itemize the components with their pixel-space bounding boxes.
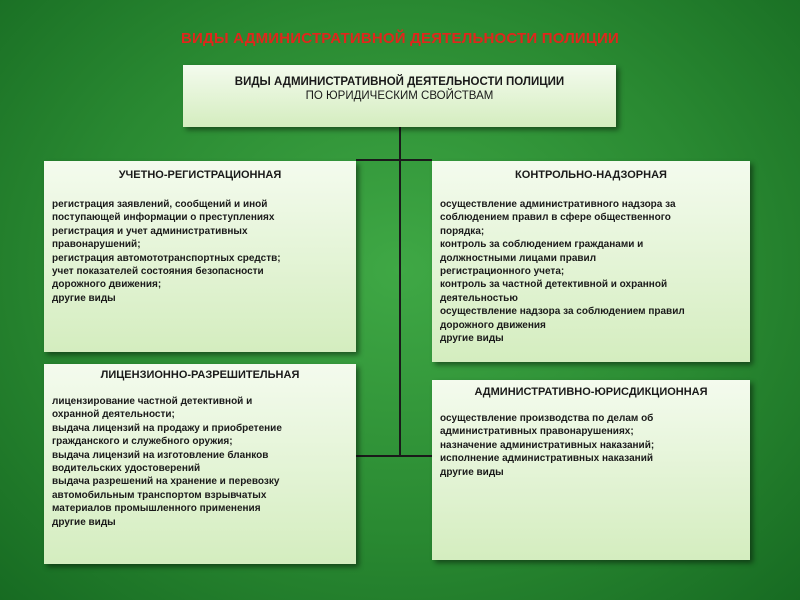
box-title: КОНТРОЛЬНО-НАДЗОРНАЯ — [515, 169, 667, 181]
box-item: контроль за частной детективной и охранной — [440, 279, 668, 291]
box-title: УЧЕТНО-РЕГИСТРАЦИОННАЯ — [118, 169, 282, 181]
box-item: гражданского и служебного оружия; — [52, 436, 233, 448]
box-item: выдача лицензий на продажу и приобретение — [52, 422, 282, 434]
box-item: автомобильным транспортом взрывчатых — [52, 489, 267, 501]
box-item: соблюдением правил в сфере общественного — [440, 212, 671, 224]
box-item: порядка; — [440, 225, 485, 237]
box-item: регистрационного учета; — [440, 266, 565, 278]
box-item: другие виды — [52, 516, 116, 528]
box-title: ЛИЦЕНЗИОННО-РАЗРЕШИТЕЛЬНАЯ — [100, 369, 300, 381]
box-item: осуществление производства по делам об — [440, 413, 654, 424]
box-item: контроль за соблюдением гражданами и — [440, 239, 644, 251]
box-items — [440, 412, 742, 479]
box-item: поступающей информации о преступлениях — [52, 212, 275, 224]
box-item: дорожного движения; — [52, 279, 162, 291]
box-item: осуществление административного надзора за — [440, 199, 676, 210]
box-item: осуществление надзора за соблюдением правил — [440, 306, 685, 318]
box-item: исполнение административных наказаний — [440, 453, 653, 465]
box-item: назначение административных наказаний; — [440, 439, 655, 451]
box-uchetno-registracionnaya — [44, 161, 356, 352]
box-item: дорожного движения — [440, 319, 546, 331]
box-item: регистрация и учет административных — [52, 225, 248, 237]
root-box — [183, 65, 616, 127]
box-item: деятельностью — [440, 292, 518, 304]
root-subtitle: ПО ЮРИДИЧЕСКИМ СВОЙСТВАМ — [305, 90, 494, 102]
root-title: ВИДЫ АДМИНИСТРАТИВНОЙ ДЕЯТЕЛЬНОСТИ ПОЛИЦИИ — [234, 76, 565, 88]
box-items — [440, 198, 742, 345]
box-item: другие виды — [440, 466, 504, 478]
box-item: выдача лицензий на изготовление бланков — [52, 449, 269, 461]
box-kontrolno-nadzornaya — [432, 161, 750, 362]
box-item: материалов промышленного применения — [52, 503, 261, 515]
box-licenzionno-razreshitelnaya — [44, 364, 356, 564]
box-item: регистрация заявлений, сообщений и иной — [52, 199, 268, 210]
box-item: другие виды — [440, 333, 504, 345]
box-item: правонарушений; — [52, 239, 141, 251]
box-title: АДМИНИСТРАТИВНО-ЮРИСДИКЦИОННАЯ — [474, 386, 708, 398]
slide-title: ВИДЫ АДМИНИСТРАТИВНОЙ ДЕЯТЕЛЬНОСТИ ПОЛИЦИИ — [180, 30, 620, 47]
box-item: административных правонарушениях; — [440, 426, 634, 438]
box-item: выдача разрешений на хранение и перевозку — [52, 476, 280, 488]
box-item: должностными лицами правил — [440, 252, 597, 264]
box-item: водительских удостоверений — [52, 463, 201, 475]
box-item: другие виды — [52, 292, 116, 304]
box-item: охранной деятельности; — [52, 409, 175, 421]
box-item: учет показателей состояния безопасности — [52, 266, 264, 278]
box-items — [52, 198, 348, 305]
box-item: регистрация автомототранспортных средств; — [52, 252, 281, 264]
box-administrativno-yurisdikcionnaya — [432, 380, 750, 560]
box-item: лицензирование частной детективной и — [52, 396, 253, 407]
box-items — [52, 395, 348, 529]
